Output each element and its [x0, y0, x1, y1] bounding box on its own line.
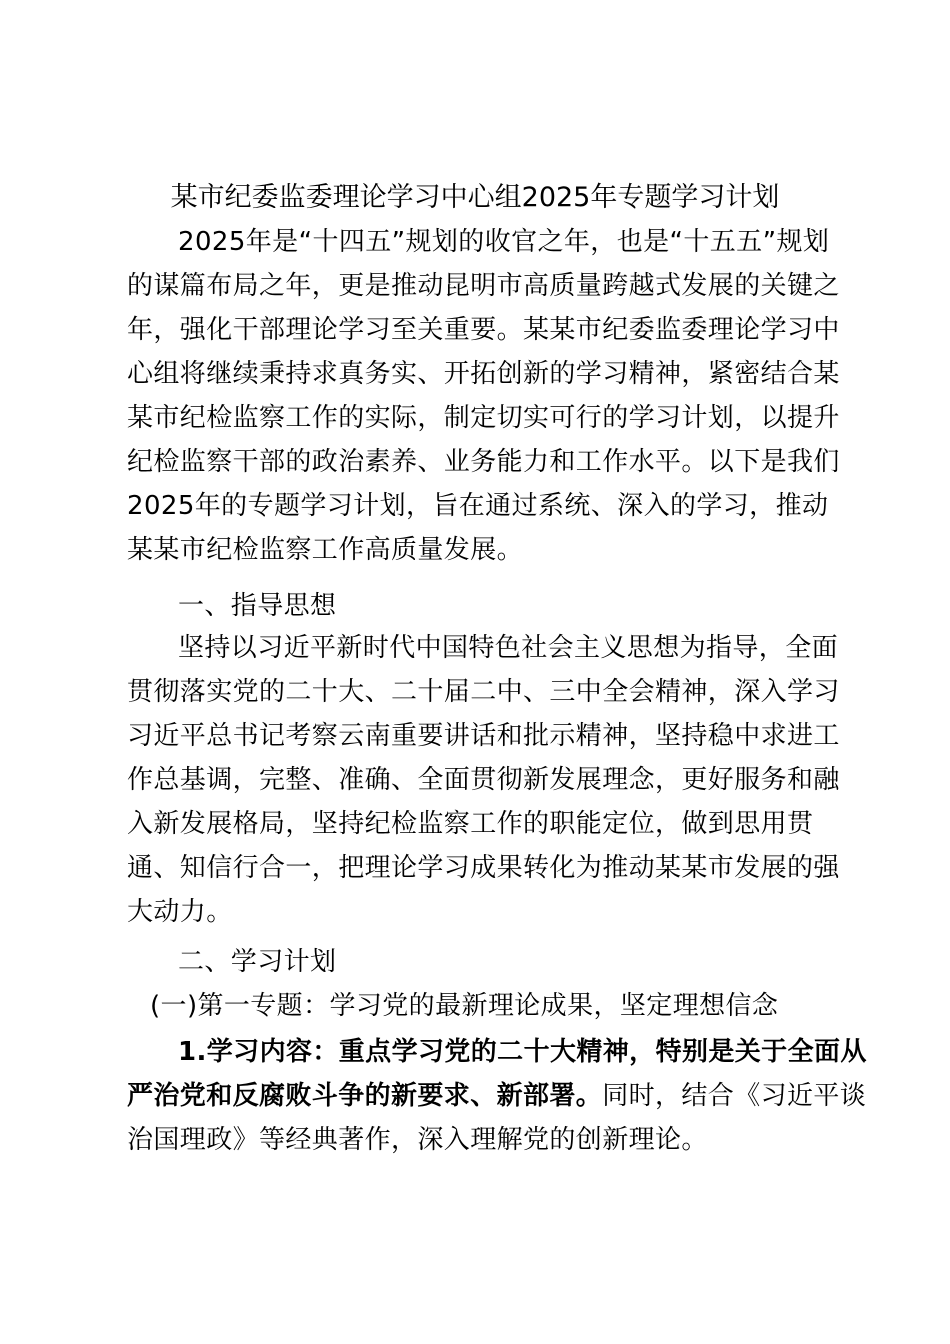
intro-line-4: 心组将继续秉持求真务实、开拓创新的学习精神，紧密结合某 [127, 359, 840, 389]
section1-line-7: 大动力。 [127, 897, 233, 927]
intro-line-3: 年，强化干部理论学习至关重要。某某市纪委监委理论学习中 [127, 315, 840, 345]
item1-line-2-normal: 同时，结合《习近平谈 [602, 1081, 867, 1111]
section1-line-2: 贯彻落实党的二十大、二十届二中、三中全会精神，深入学习 [127, 677, 840, 707]
topic1-heading: (一)第一专题：学习党的最新理论成果，坚定理想信念 [150, 991, 779, 1021]
item1-line-3: 治国理政》等经典著作，深入理解党的创新理论。 [127, 1125, 708, 1155]
section-heading-guiding-ideology: 一、指导思想 [178, 591, 337, 621]
intro-line-6: 纪检监察干部的政治素养、业务能力和工作水平。以下是我们 [127, 447, 840, 477]
section1-line-1: 坚持以习近平新时代中国特色社会主义思想为指导，全面 [178, 633, 839, 663]
section1-line-4: 作总基调，完整、准确、全面贯彻新发展理念，更好服务和融 [127, 765, 840, 795]
section1-line-6: 通、知信行合一，把理论学习成果转化为推动某某市发展的强 [127, 853, 840, 883]
section1-line-5: 入新发展格局，坚持纪检监察工作的职能定位，做到思用贯 [127, 809, 814, 839]
section-heading-study-plan: 二、学习计划 [178, 947, 337, 977]
intro-line-8: 某某市纪检监察工作高质量发展。 [127, 535, 524, 565]
item1-line-2-bold: 严治党和反腐败斗争的新要求、新部署。 [127, 1081, 603, 1111]
intro-line-2: 的谋篇布局之年，更是推动昆明市高质量跨越式发展的关键之 [127, 271, 840, 301]
section1-line-3: 习近平总书记考察云南重要讲话和批示精神，坚持稳中求进工 [127, 721, 840, 751]
intro-line-5: 某市纪检监察工作的实际，制定切实可行的学习计划，以提升 [127, 403, 840, 433]
document-title: 某市纪委监委理论学习中心组2025年专题学习计划 [170, 182, 780, 213]
item1-line-1: 1.学习内容：重点学习党的二十大精神，特别是关于全面从 [178, 1037, 867, 1067]
intro-line-7: 2025年的专题学习计划，旨在通过系统、深入的学习，推动 [127, 491, 829, 521]
item1-line-2 [127, 1074, 866, 1118]
intro-line-1: 2025年是“十四五”规划的收官之年，也是“十五五”规划 [178, 227, 830, 257]
